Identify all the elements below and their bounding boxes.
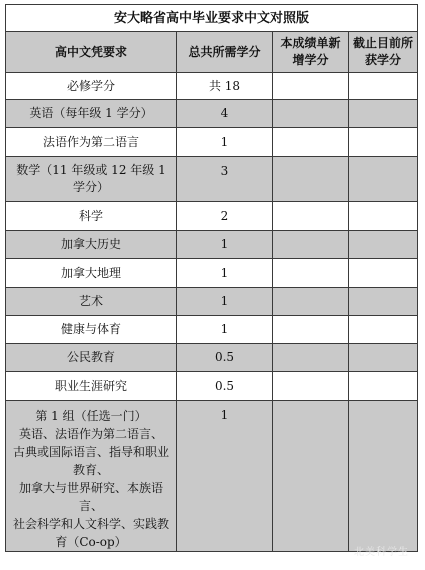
header-requirement: 高中文凭要求 xyxy=(6,32,177,73)
new-credit-cell xyxy=(273,288,349,316)
earned-credit-cell xyxy=(349,401,418,552)
earned-credit-cell xyxy=(349,288,418,316)
table-row xyxy=(6,100,418,128)
credit-cell: 1 xyxy=(177,288,273,316)
earned-credit-cell xyxy=(349,73,418,100)
title-row xyxy=(6,5,418,32)
new-credit-cell xyxy=(273,202,349,231)
requirement-cell: 英语（每年级 1 学分） xyxy=(6,100,177,128)
table-row xyxy=(6,128,418,157)
earned-credit-cell xyxy=(349,157,418,202)
table-row xyxy=(6,157,418,202)
group-line: 言、 xyxy=(78,499,103,513)
group-credit-cell: 1 xyxy=(177,401,273,552)
credit-cell: 1 xyxy=(177,259,273,288)
new-credit-cell xyxy=(273,73,349,100)
requirement-cell: 科学 xyxy=(6,202,177,231)
credit-cell: 4 xyxy=(177,100,273,128)
group-line: 社会科学和人文科学、实践教育（Co-op） xyxy=(12,517,169,549)
credit-cell: 3 xyxy=(177,157,273,202)
group-line: 加拿大与世界研究、本族语 xyxy=(18,481,163,495)
table-row xyxy=(6,344,418,372)
new-credit-cell xyxy=(273,372,349,401)
credit-cell: 2 xyxy=(177,202,273,231)
new-credit-cell xyxy=(273,259,349,288)
table-row xyxy=(6,259,418,288)
earned-credit-cell xyxy=(349,259,418,288)
group-requirement-cell xyxy=(6,401,177,552)
header-total-credits: 总共所需学分 xyxy=(177,32,273,73)
credit-cell: 1 xyxy=(177,316,273,344)
earned-credit-cell xyxy=(349,128,418,157)
new-credit-cell xyxy=(273,401,349,552)
table-row xyxy=(6,288,418,316)
watermark: 北美科学生 xyxy=(354,547,409,558)
table-title: 安大略省高中毕业要求中文对照版 xyxy=(6,5,418,32)
requirement-cell: 职业生涯研究 xyxy=(6,372,177,401)
earned-credit-cell xyxy=(349,372,418,401)
transcript-sheet xyxy=(5,4,417,564)
requirement-cell: 加拿大历史 xyxy=(6,231,177,259)
credit-cell: 0.5 xyxy=(177,344,273,372)
credit-cell: 0.5 xyxy=(177,372,273,401)
new-credit-cell xyxy=(273,157,349,202)
requirement-cell: 公民教育 xyxy=(6,344,177,372)
new-credit-cell xyxy=(273,128,349,157)
table-row xyxy=(6,73,418,100)
earned-credit-cell xyxy=(349,202,418,231)
requirement-cell: 健康与体育 xyxy=(6,316,177,344)
header-new-credits: 本成绩单新增学分 xyxy=(273,32,349,73)
credit-cell: 1 xyxy=(177,231,273,259)
header-row xyxy=(6,32,418,73)
graduation-requirements-table xyxy=(5,4,418,552)
new-credit-cell xyxy=(273,231,349,259)
earned-credit-cell xyxy=(349,316,418,344)
new-credit-cell xyxy=(273,100,349,128)
new-credit-cell xyxy=(273,344,349,372)
requirement-cell: 必修学分 xyxy=(6,73,177,100)
credit-cell: 共 18 xyxy=(177,73,273,100)
table-row xyxy=(6,372,418,401)
earned-credit-cell xyxy=(349,231,418,259)
group-line: 第 1 组（任选一门） xyxy=(35,409,147,423)
requirement-cell: 数学（11 年级或 12 年级 1 学分） xyxy=(6,157,177,202)
earned-credit-cell xyxy=(349,100,418,128)
requirement-cell: 法语作为第二语言 xyxy=(6,128,177,157)
new-credit-cell xyxy=(273,316,349,344)
credit-cell: 1 xyxy=(177,128,273,157)
requirement-cell: 加拿大地理 xyxy=(6,259,177,288)
group-row xyxy=(6,401,418,552)
requirement-cell: 艺术 xyxy=(6,288,177,316)
group-line: 教育、 xyxy=(72,463,109,477)
table-row xyxy=(6,231,418,259)
group-line: 古典或国际语言、指导和职业 xyxy=(12,445,169,459)
earned-credit-cell xyxy=(349,344,418,372)
table-row xyxy=(6,202,418,231)
group-line: 英语、法语作为第二语言、 xyxy=(18,427,163,441)
header-earned-to-date: 截止目前所获学分 xyxy=(349,32,418,73)
table-row xyxy=(6,316,418,344)
